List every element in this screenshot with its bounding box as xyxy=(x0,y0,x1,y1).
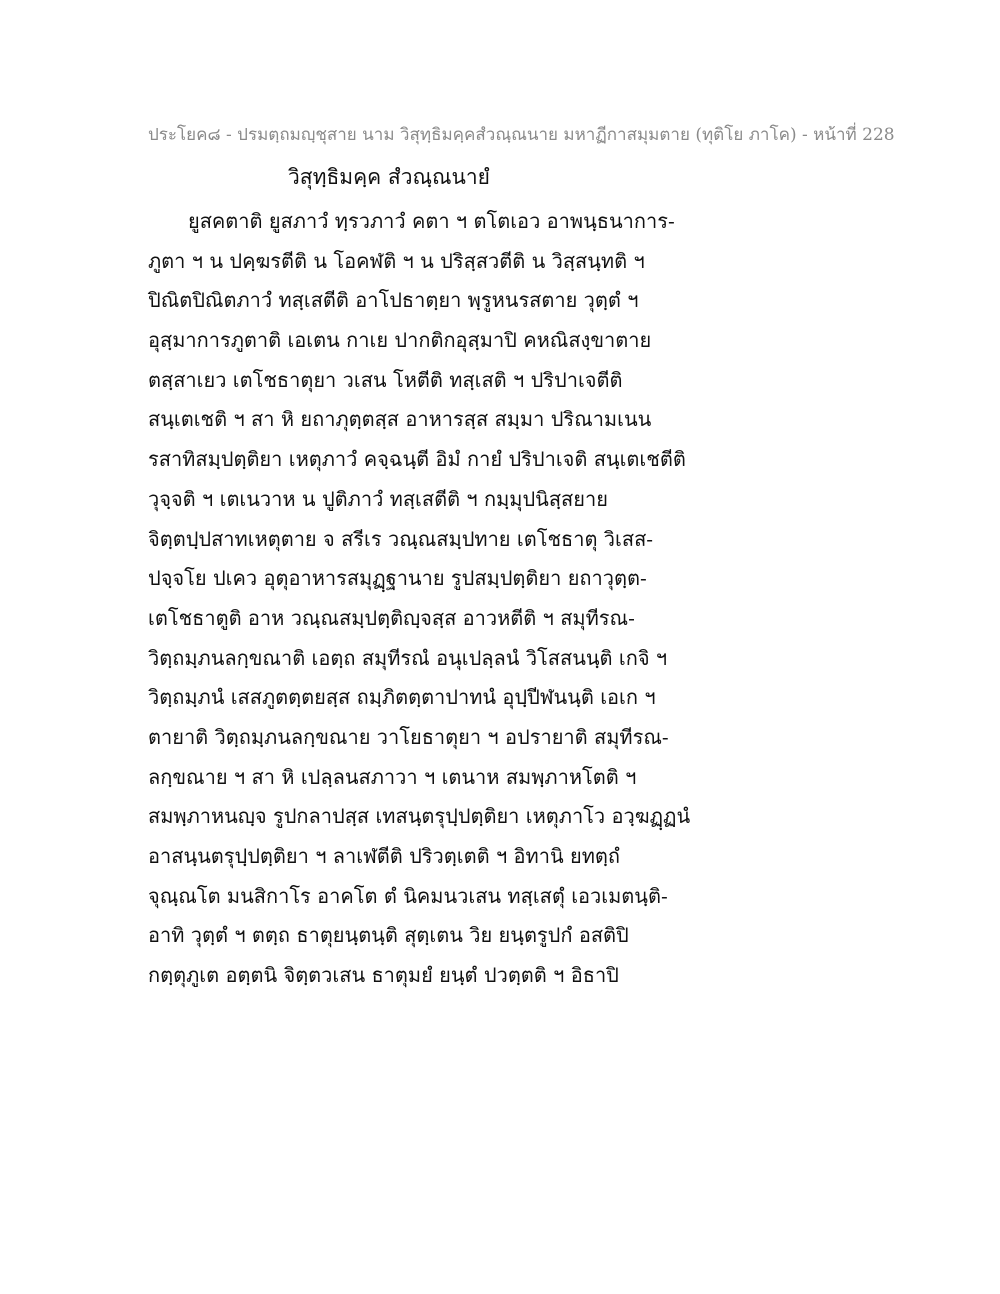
text-line: ตายาติ วิตฺถมฺภนลกฺขณาย วาโยธาตุยา ฯ อปรายาติ สมุทีรณ- xyxy=(148,724,669,749)
text-line: วุจฺจติ ฯ เตเนวาห น ปูติภาวํ ทสฺเสตีติ ฯ กมฺมุปนิสฺสยาย xyxy=(148,486,608,511)
text-line: ลกฺขณาย ฯ สา หิ เปลฺลนสภาวา ฯ เตนาห สมพฺภาหโตติ ฯ xyxy=(148,764,637,789)
text-line: อาทิ วุตฺตํ ฯ ตตฺถ ธาตุยนฺตนฺติ สุตฺเตน วิย ยนฺตรูปกํ อสติปิ xyxy=(148,923,629,948)
text-line: รสาทิสมฺปตฺติยา เหตุภาวํ คจฺฉนฺตี อิมํ กายํ ปริปาเจติ สนฺเตเชตีติ xyxy=(148,447,686,472)
text-line: อาสนฺนตรุปฺปตฺติยา ฯ ลาเฬตีติ ปริวตฺเตติ ฯ อิทานิ ยทตฺถํ xyxy=(148,844,620,868)
text-line: เตโชธาตูติ อาห วณฺณสมฺปตฺติญฺจสฺส อาวหตีติ ฯ สมุทีรณ- xyxy=(148,605,635,630)
text-line: สมพฺภาหนญฺจ รูปกลาปสฺส เทสนฺตรุปฺปตฺติยา เหตุภาโว อวฺฆฏฺฏนํ xyxy=(148,804,691,829)
text-line: ภูตา ฯ น ปคฺฆรตีติ น โอคฬติ ฯ น ปริสฺสวตีติ น วิสฺสนฺทติ ฯ xyxy=(148,248,645,273)
running-header: ประโยค๘ - ปรมตฺถมญฺชุสาย นาม วิสุทฺธิมคฺคสํวณฺณนาย มหาฏีกาสมุมตาย (ทุติโย ภาโค) - หน้าที่ 228 xyxy=(148,125,895,145)
text-line: จิตฺตปฺปสาทเหตุตาย จ สรีเร วณฺณสมฺปทาย เตโชธาตุ วิเสส- xyxy=(148,526,654,551)
text-line: ปจฺจโย ปเคว อุตุอาหารสมุฏฺฐานาย รูปสมฺปตฺติยา ยถาวุตฺต- xyxy=(148,566,647,591)
section-title: วิสุทฺธิมคฺค สํวณฺณนายํ xyxy=(288,165,490,189)
text-line: ปิณิตปิณิตภาวํ ทสฺเสตีติ อาโปธาตฺยา พฺรูหนรสตาย วุตฺตํ ฯ xyxy=(148,288,639,313)
text-line: กตฺตุภูเต อตฺตนิ จิตฺตวเสน ธาตุมยํ ยนฺตํ ปวตฺตติ ฯ อิธาปิ xyxy=(148,963,619,988)
text-line: สนฺเตเชติ ฯ สา หิ ยถาภุตฺตสฺส อาหารสฺส สมฺมา ปริณามเนน xyxy=(148,407,652,432)
text-line: ยูสคตาติ ยูสภาวํ ทฺรวภาวํ คตา ฯ ตโตเอว อาพนฺธนาการ- xyxy=(188,209,675,233)
text-line: วิตฺถมฺภนํ เสสภูตตฺตยสฺส ถมฺภิตตฺตาปาทนํ อุปฺปีฬนนฺติ เอเก ฯ xyxy=(148,685,656,710)
text-line: ตสฺสาเยว เตโชธาตุยา วเสน โหตีติ ทสฺเสติ ฯ ปริปาเจตีติ xyxy=(148,367,623,392)
text-line: จุณฺณโต มนสิกาโร อาคโต ตํ นิคมนวเสน ทสฺเสตุํ เอวเมตนฺติ- xyxy=(148,883,668,908)
body-text xyxy=(148,206,748,1000)
text-line: วิตฺถมฺภนลกฺขณาติ เอตฺถ สมุทีรณํ อนุเปลฺลนํ วิโสสนนฺติ เกจิ ฯ xyxy=(148,645,668,670)
text-line: อุสฺมาการภูตาติ เอเตน กาเย ปากติกอุสฺมาปิ คหณิสงฺขาตาย xyxy=(148,328,652,353)
